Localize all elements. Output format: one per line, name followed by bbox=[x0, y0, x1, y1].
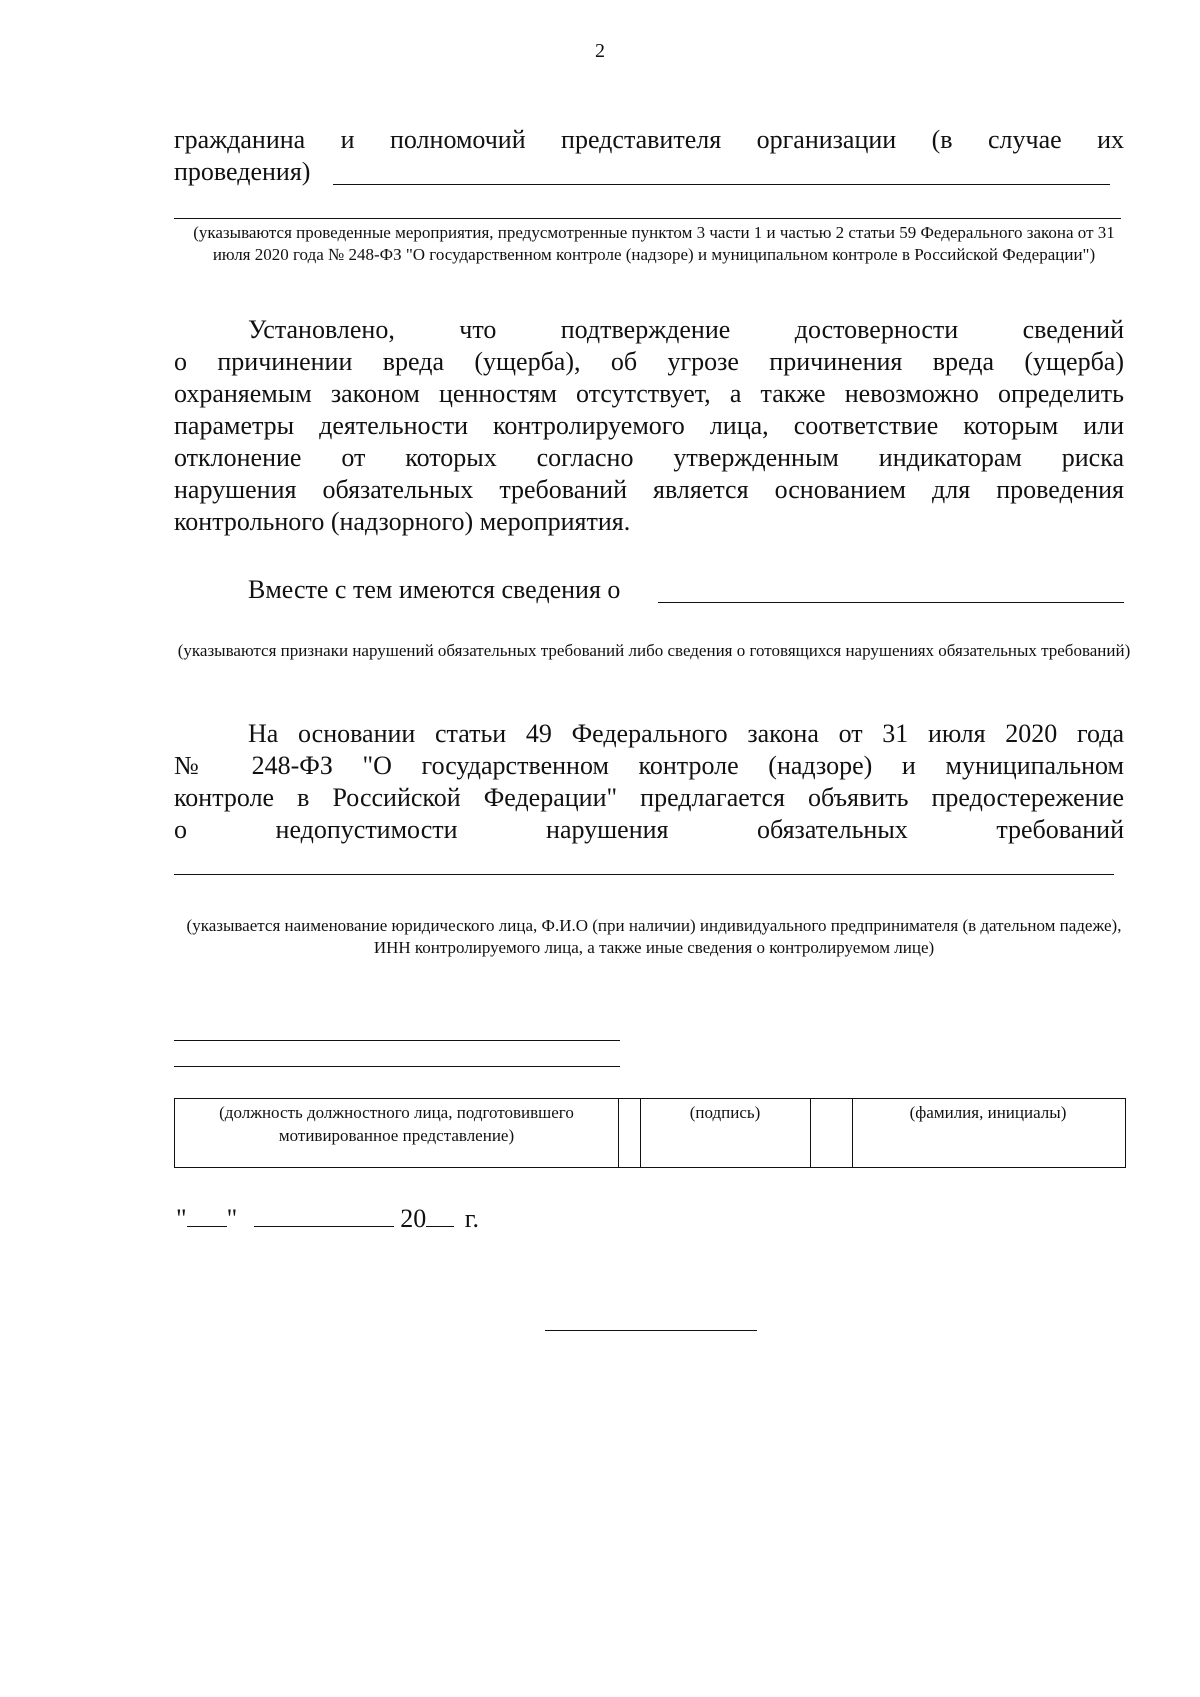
paragraph2-fill-line bbox=[658, 602, 1124, 603]
page-number: 2 bbox=[595, 40, 605, 62]
paragraph1-line6: нарушения обязательных требований является основанием для проведения bbox=[174, 475, 1124, 504]
closing-line bbox=[545, 1330, 757, 1331]
signature-line-2 bbox=[174, 1066, 620, 1067]
section1-line2: проведения) bbox=[174, 157, 311, 186]
table-divider bbox=[810, 1099, 811, 1167]
signature-label: (подпись) bbox=[689, 1103, 761, 1122]
paragraph1-line3: охраняемым законом ценностям отсутствует, а также невозможно определить bbox=[174, 379, 1124, 408]
section1-line1: гражданина и полномочий представителя организации (в случае их bbox=[174, 125, 1124, 154]
month-blank bbox=[254, 1204, 394, 1227]
day-blank bbox=[187, 1204, 227, 1227]
date-close-quote: " bbox=[226, 1204, 238, 1233]
paragraph1-line5: отклонение от которых согласно утвержденным индикаторам риска bbox=[174, 443, 1124, 472]
section1-note: (указываются проведенные мероприятия, предусмотренные пунктом 3 части 1 и частью 2 статьи 59 Федерального закона от 31 июля 2020 года № 248-ФЗ "О государственном контроле (надзоре) и муниципальном контроле в Российской Федерации") bbox=[193, 223, 1115, 264]
paragraph2-text: Вместе с тем имеются сведения о bbox=[248, 575, 621, 604]
signature-table bbox=[174, 1098, 1126, 1168]
paragraph1-line7: контрольного (надзорного) мероприятия. bbox=[174, 507, 631, 536]
table-divider bbox=[618, 1099, 619, 1167]
section1-blank-line bbox=[174, 218, 1121, 219]
date-open-quote: " bbox=[176, 1204, 187, 1233]
position-label: (должность должностного лица, подготовившего мотивированное представление) bbox=[219, 1103, 574, 1145]
paragraph3-line3: контроле в Российской Федерации" предлагается объявить предостережение bbox=[174, 783, 1124, 812]
paragraph3-line2: № 248-ФЗ "О государственном контроле (надзоре) и муниципальном bbox=[174, 751, 1124, 780]
paragraph3-line4: о недопустимости нарушения обязательных требований bbox=[174, 815, 1124, 844]
signature-line-1 bbox=[174, 1040, 620, 1041]
paragraph1-line4: параметры деятельности контролируемого лица, соответствие которым или bbox=[174, 411, 1124, 440]
paragraph3-note: (указывается наименование юридического лица, Ф.И.О (при наличии) индивидуального предпринимателя (в дательном падеже), ИНН контролируемого лица, а также иные сведения о контролируемом лице) bbox=[186, 916, 1122, 957]
paragraph2-note: (указываются признаки нарушений обязательных требований либо сведения о готовящихся нарушениях обязательных требований) bbox=[177, 641, 1131, 660]
year-prefix: 20 bbox=[400, 1204, 427, 1233]
name-label: (фамилия, инициалы) bbox=[909, 1103, 1067, 1122]
section1-fill-line bbox=[333, 184, 1110, 185]
paragraph3-blank-line bbox=[174, 874, 1114, 875]
year-blank bbox=[426, 1204, 454, 1227]
date-line bbox=[176, 1203, 479, 1235]
paragraph1-line1: Установлено, что подтверждение достоверности сведений bbox=[248, 315, 1124, 344]
year-suffix: г. bbox=[464, 1204, 479, 1233]
paragraph1-line2: о причинении вреда (ущерба), об угрозе причинения вреда (ущерба) bbox=[174, 347, 1124, 376]
paragraph3-line1: На основании статьи 49 Федерального закона от 31 июля 2020 года bbox=[248, 719, 1124, 748]
